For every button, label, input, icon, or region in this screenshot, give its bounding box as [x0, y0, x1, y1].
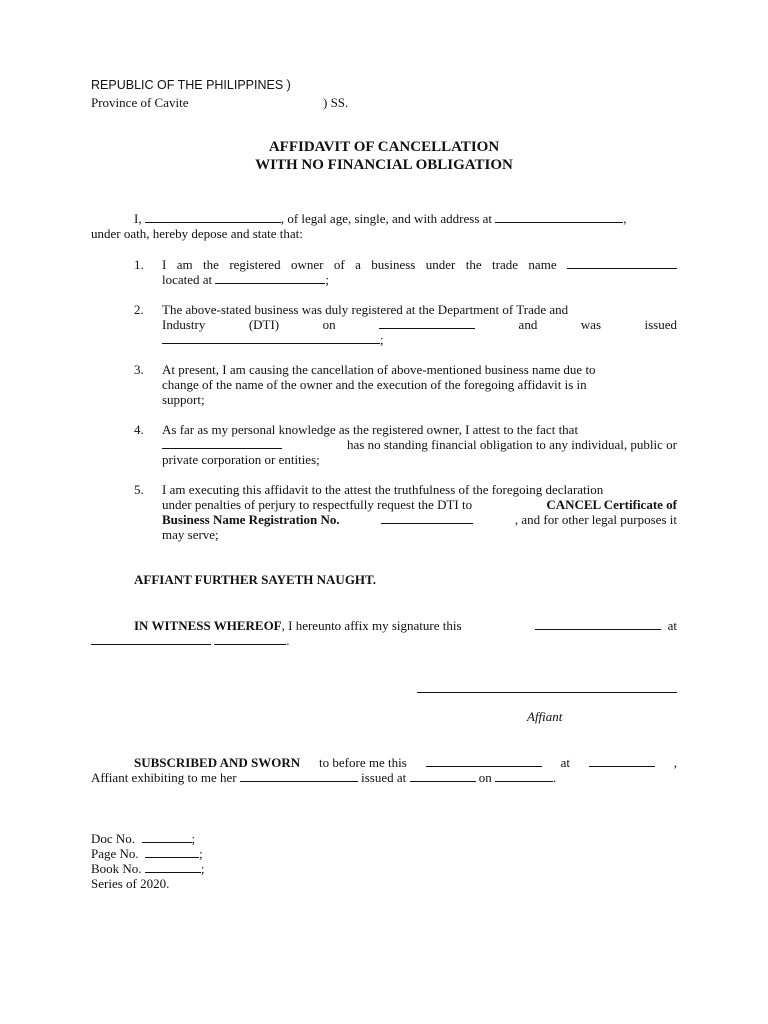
doc-no [91, 831, 195, 846]
book-semi: ; [200, 861, 205, 876]
item-2-on: on [322, 317, 336, 332]
doc-semi: ; [191, 831, 196, 846]
item-3 [162, 362, 677, 407]
intro-comma: , [623, 211, 627, 226]
item-2-was: was [580, 317, 602, 332]
sworn-line-1 [134, 755, 677, 770]
witness-at: at [667, 618, 677, 633]
item-4 [162, 422, 677, 467]
blank-page-no [145, 846, 199, 858]
title-line-2: WITH NO FINANCIAL OBLIGATION [255, 157, 513, 173]
item-2-issued: issued [644, 317, 677, 332]
item-3-line-3: support; [162, 392, 205, 407]
sworn-at: at [560, 755, 570, 770]
item-4-line-2: has no standing financial obligation to any individual, public or [347, 437, 677, 452]
header-province: Province of Cavite [91, 95, 189, 110]
title-line-1: AFFIDAVIT OF CANCELLATION [268, 139, 500, 155]
item-5-line-2: under penalties of perjury to respectfully request the DTI to [162, 497, 473, 512]
sworn-rest: to before me this [319, 755, 407, 770]
blank-doc-no [142, 831, 192, 843]
witness-rest: , I hereunto affix my signature this [281, 618, 462, 633]
item-2-line-1: The above-stated business was duly registered at the Department of Trade and [162, 302, 569, 317]
item-5-line-1: I am executing this affidavit to the attest the truthfulness of the foregoing declaration [162, 482, 604, 497]
item-2-industry: Industry [162, 317, 206, 332]
item-3-number: 3. [134, 362, 144, 377]
page-no [91, 846, 203, 861]
sworn-line-2 [91, 770, 556, 785]
blank-business [162, 437, 282, 449]
blank-trade-name [567, 257, 677, 269]
item-5-cancel: CANCEL Certificate of [546, 497, 677, 512]
affiant-label: Affiant [527, 709, 563, 724]
blank-id [240, 770, 358, 782]
item-5-line-4: may serve; [162, 527, 219, 542]
signature-line [417, 692, 677, 693]
sworn-bold: SUBSCRIBED AND SWORN [134, 755, 301, 770]
blank-witness-place-1 [91, 633, 211, 645]
intro-age: , of legal age, single, and with address at [280, 211, 493, 226]
blank-name [145, 211, 281, 223]
book-no [91, 861, 204, 876]
blank-reg-date [379, 317, 475, 329]
blank-reg-no [381, 512, 473, 524]
blank-sworn-date [426, 755, 542, 767]
page-no-label: Page No. [91, 846, 139, 861]
intro-line-1 [134, 211, 627, 226]
page-semi: ; [199, 846, 203, 861]
item-2-number: 2. [134, 302, 144, 317]
item-2 [162, 302, 677, 347]
blank-book-no [145, 861, 201, 873]
item-2-and: and [518, 317, 538, 332]
item-5-purposes: , and for other legal purposes it [514, 512, 677, 527]
series-year: Series of 2020. [91, 876, 170, 891]
sworn-exhibiting: Affiant exhibiting to me her [91, 770, 237, 785]
item-1-located: located at [162, 272, 213, 287]
item-1-text: I am the registered owner of a business under the trade name [162, 257, 557, 272]
blank-issued [162, 332, 380, 344]
intro-i: I, [134, 211, 142, 226]
intro-line-2: under oath, hereby depose and state that: [91, 226, 303, 241]
book-no-label: Book No. [91, 861, 142, 876]
blank-id-place [410, 770, 476, 782]
item-4-number: 4. [134, 422, 144, 437]
item-5-number: 5. [134, 482, 144, 497]
blank-location [215, 272, 325, 284]
blank-sworn-place [589, 755, 655, 767]
witness-bold: IN WITNESS WHEREOF [134, 618, 282, 633]
item-2-dti: (DTI) [248, 317, 280, 332]
header-ss: ) SS. [323, 95, 349, 110]
witness-end: . [286, 633, 290, 648]
affiant-naught: AFFIANT FURTHER SAYETH NAUGHT. [134, 572, 377, 587]
item-4-line-3: private corporation or entities; [162, 452, 320, 467]
item-3-line-2: change of the name of the owner and the execution of the foregoing affidavit is in [162, 377, 587, 392]
blank-address [495, 211, 623, 223]
item-3-line-1: At present, I am causing the cancellation of above-mentioned business name due to [162, 362, 596, 377]
sworn-issued-at: issued at [361, 770, 407, 785]
blank-witness-place-2 [214, 633, 286, 645]
header-republic: REPUBLIC OF THE PHILIPPINES ) [91, 78, 291, 92]
blank-id-date [495, 770, 553, 782]
doc-no-label: Doc No. [91, 831, 136, 846]
item-1 [162, 257, 677, 287]
witness-line-2 [91, 633, 290, 648]
item-5-reg-no: Business Name Registration No. [162, 512, 340, 527]
item-5 [162, 482, 677, 542]
sworn-on: on [478, 770, 492, 785]
item-2-semi: ; [380, 332, 384, 347]
sworn-comma: , [673, 755, 677, 770]
sworn-period: . [553, 770, 557, 785]
item-1-semi: ; [325, 272, 330, 287]
witness-line-1 [134, 618, 677, 633]
item-1-number: 1. [134, 257, 144, 272]
blank-witness-date [535, 618, 661, 630]
item-4-line-1: As far as my personal knowledge as the registered owner, I attest to the fact that [162, 422, 579, 437]
